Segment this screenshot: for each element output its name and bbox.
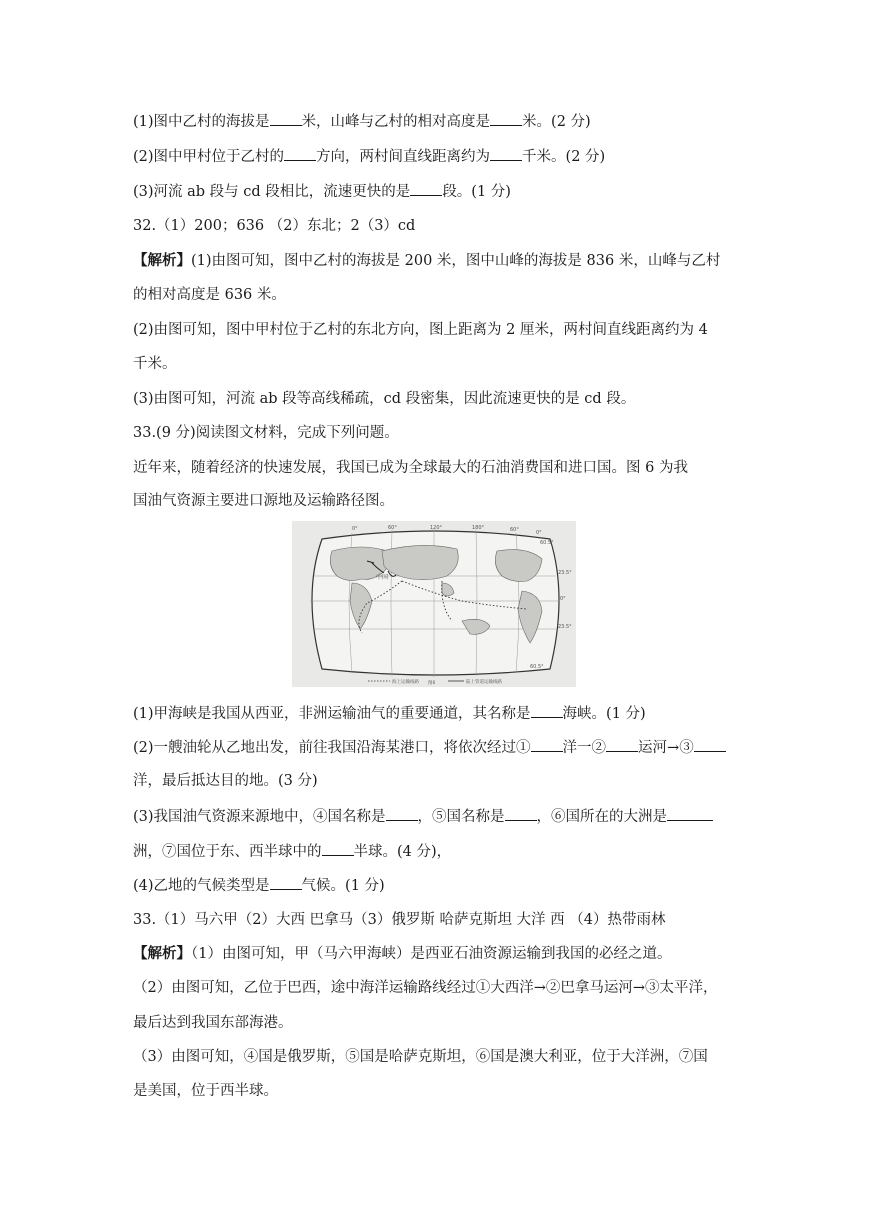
text: (3)河流 ab 段与 cd 段相比，流速更快的是 [133,184,411,200]
answer-blank [606,737,638,752]
lon-label: 180° [472,525,485,531]
answer-33-explanation-line: 是美国，位于西半球。 [133,1083,278,1099]
text: 段。(1 分) [442,184,511,200]
text: (1)图中乙村的海拔是 [133,114,270,130]
answer-blank [694,737,726,752]
answer-33-explanation-line: 最后达到我国东部海港。 [133,1015,293,1031]
answer-blank [410,181,442,196]
lat-label: 60.5° [540,540,554,546]
q33-heading: 33.(9 分)阅读图文材料，完成下列问题。 [133,425,399,441]
answer-blank [531,703,563,718]
answer-33: 33.（1）马六甲（2）大西 巴拿马（3）俄罗斯 哈萨克斯坦 大洋 西 （4）热带雨林 [133,912,666,928]
answer-33-explanation-line [133,944,773,964]
text: 米。(2 分) [522,114,591,130]
q33-part2-cont: 洋，最后抵达目的地。(3 分) [133,773,318,789]
text: (1)甲海峡是我国从西亚，非洲运输油气的重要通道，其名称是 [133,706,531,722]
lat-label: 23.5° [558,624,572,630]
text: (3)我国油气资源来源地中，④国名称是 [133,809,386,825]
q33-part2 [133,737,773,758]
legend-pipe-label: 陆上管道运输线路 [466,680,502,685]
q33-part3 [133,806,773,827]
answer-blank [284,146,316,161]
answer-blank [386,806,418,821]
answer-33-explanation-line: （3）由图可知，④国是俄罗斯，⑤国是哈萨克斯坦，⑥国是澳大利亚，位于大洋洲，⑦国 [133,1049,708,1065]
q31-part2 [133,146,773,167]
text: （1）由图可知，甲（马六甲海峡）是西亚石油资源运输到我国的必经之道。 [191,946,672,962]
lat-label: 0° [560,596,566,602]
text: 气候。(1 分) [301,878,385,894]
world-map-figure [292,521,576,687]
answer-32-explanation-line: (3)由图可知，河流 ab 段等高线稀疏，cd 段密集，因此流速更快的是 cd 段。 [133,391,636,407]
explanation-tag: 【解析】 [133,252,191,269]
text: (1)由图可知，图中乙村的海拔是 200 米，图中山峰的海拔是 836 米，山峰与乙村 [191,253,721,269]
lon-label: 60° [388,525,397,531]
legend-sea-label: 海上运输线路 [392,680,419,685]
text: ，⑤国名称是 [417,809,505,825]
q33-material: 国油气资源主要进口源地及运输路径图。 [133,493,394,509]
answer-blank [531,737,563,752]
answer-33-explanation-line: （2）由图可知，乙位于巴西，途中海洋运输路线经过①大西洋→②巴拿马运河→③太平洋， [133,980,718,996]
lat-label: 23.5° [558,570,572,576]
text: 洲，⑦国位于东、西半球中的 [133,844,322,860]
lon-label: 60° [510,527,519,533]
answer-blank [490,111,522,126]
lat-label: 60.5° [530,664,544,670]
q33-part3-cont [133,841,773,862]
text: (2)一艘油轮从乙地出发，前往我国沿海某港口，将依次经过① [133,740,531,756]
q31-part1 [133,111,773,132]
answer-32-explanation-line: 千米。 [133,356,177,372]
q33-material: 近年来，随着经济的快速发展，我国已成为全球最大的石油消费国和进口国。图 6 为我 [133,460,688,476]
explanation-tag: 【解析】 [133,945,191,962]
text: 千米。(2 分) [522,149,606,165]
answer-blank [270,111,302,126]
text: ，⑥国所在的大洲是 [536,809,668,825]
q31-part3 [133,181,773,202]
lon-label: 120° [430,525,443,531]
text: 米，山峰与乙村的相对高度是 [301,114,491,130]
q33-part1 [133,703,773,724]
answer-blank [322,841,354,856]
lon-label: 0° [352,526,358,532]
text: 运河→③ [638,740,694,756]
china-label: 中国 [376,574,389,581]
text: 海峡。(1 分) [562,706,646,722]
answer-blank [270,875,302,890]
q33-part4 [133,875,773,896]
text: 洋一② [562,740,607,756]
text: (4)乙地的气候类型是 [133,878,270,894]
answer-32-explanation-line: 的相对高度是 636 米。 [133,287,286,303]
answer-32-explanation-line: (2)由图可知，图中甲村位于乙村的东北方向，图上距离为 2 厘米，两村间直线距离约为 4 [133,322,708,338]
answer-blank [505,806,537,821]
lon-label: 0° [536,530,542,536]
text: 方向，两村间直线距离约为 [316,149,491,165]
text: (2)图中甲村位于乙村的 [133,149,285,165]
answer-32-explanation-line [133,251,773,271]
answer-blank [667,806,713,821]
text: 半球。(4 分)， [353,844,452,860]
figure-caption: 图6 [428,681,436,686]
answer-blank [490,146,522,161]
answer-32: 32.（1）200；636 （2）东北；2（3）cd [133,218,416,234]
